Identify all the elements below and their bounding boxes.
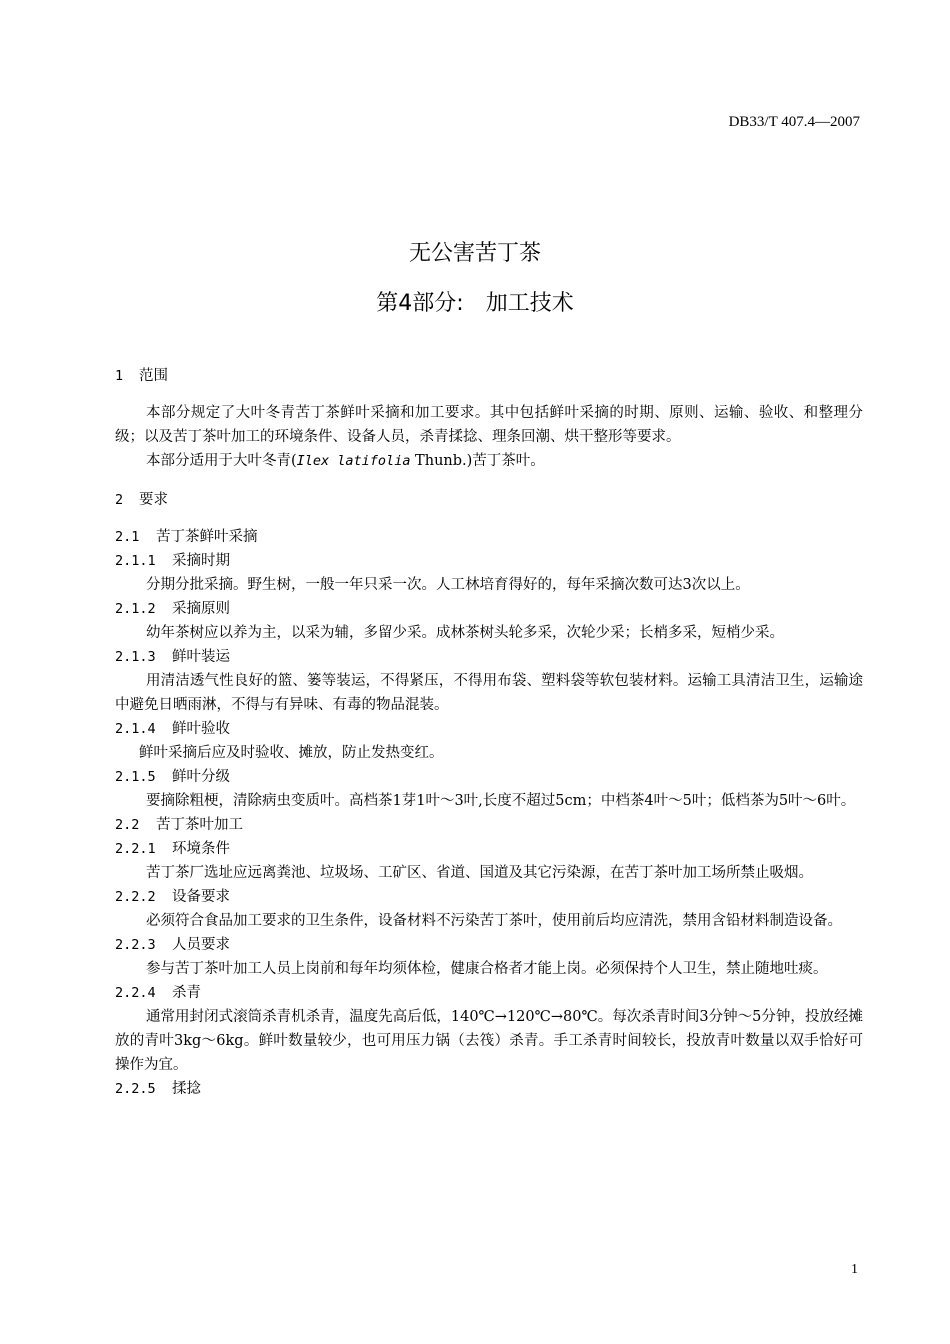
- document-body: [115, 364, 863, 1101]
- section-heading-2-2-1: [115, 837, 863, 861]
- section-heading-2-1-4: [115, 717, 863, 741]
- part-label: 第4部分:: [376, 291, 464, 316]
- section-heading-1: [115, 364, 863, 388]
- section-number: 2.2.1: [115, 841, 156, 857]
- section-title: 范围: [139, 368, 168, 384]
- body-paragraph: 通常用封闭式滚筒杀青机杀青，温度先高后低，140℃→120℃→80℃。每次杀青时间3分钟～5分钟，投放经摊放的青叶3kg～6kg。鲜叶数量较少，也可用压力锅（去筏）杀青。手工杀青时间较长，投放青叶数量以双手恰好可操作为宜。: [115, 1009, 863, 1073]
- section-heading-2-2-5: [115, 1077, 863, 1101]
- section-heading-2: [115, 488, 863, 512]
- section-number: 2.2.3: [115, 937, 156, 953]
- body-paragraph: 要摘除粗梗，清除病虫变质叶。高档茶1芽1叶～3叶,长度不超过5cm；中档茶4叶～5叶；低档茶为5叶～6叶。: [146, 793, 856, 809]
- section-number: 2.1.4: [115, 721, 156, 737]
- section-heading-2-2: [115, 813, 863, 837]
- body-paragraph: 分期分批采摘。野生树，一般一年只采一次。人工林培育得好的，每年采摘次数可达3次以上。: [146, 577, 750, 593]
- section-title: 苦丁茶鲜叶采摘: [156, 529, 258, 545]
- section-title: 环境条件: [172, 841, 230, 857]
- document-title: 无公害苦丁茶: [408, 241, 541, 266]
- section-number: 2.1: [115, 529, 140, 545]
- section-title: 鲜叶分级: [172, 769, 230, 785]
- section-heading-2-1-1: [115, 549, 863, 573]
- body-paragraph: 参与苦丁茶叶加工人员上岗前和每年均须体检，健康合格者才能上岗。必须保持个人卫生，禁止随地吐痰。: [146, 961, 828, 977]
- body-paragraph: 鲜叶采摘后应及时验收、摊放，防止发热变红。: [139, 745, 444, 761]
- section-number: 2.2: [115, 817, 140, 833]
- page-number: 1: [851, 1262, 858, 1277]
- body-paragraph: 幼年茶树应以养为主，以采为辅，多留少采。成林茶树头轮多采，次轮少采；长梢多采，短梢少采。: [146, 625, 784, 641]
- body-paragraph: 苦丁茶厂选址应远离粪池、垃圾场、工矿区、省道、国道及其它污染源，在苦丁茶叶加工场所禁止吸烟。: [146, 865, 813, 881]
- section-heading-2-2-4: [115, 981, 863, 1005]
- section-heading-2-1: [115, 525, 863, 549]
- section-title: 人员要求: [172, 937, 230, 953]
- standard-number: DB33/T 407.4—2007: [728, 114, 860, 130]
- section-number: 2.1.1: [115, 553, 156, 569]
- section-heading-2-1-2: [115, 597, 863, 621]
- section-number: 2.1.3: [115, 649, 156, 665]
- section-number: 2.2.2: [115, 889, 156, 905]
- section-title: 要求: [139, 492, 168, 508]
- scope-paragraph-1: 本部分规定了大叶冬青苦丁茶鲜叶采摘和加工要求。其中包括鲜叶采摘的时期、原则、运输、验收、和整理分级；以及苦丁茶叶加工的环境条件、设备人员，杀青揉捻、理条回潮、烘干整形等要求。: [115, 405, 863, 445]
- section-title: 采摘时期: [172, 553, 230, 569]
- scope-paragraph-2: 本部分适用于大叶冬青(Ilex latifolia Thunb.)苦丁茶叶。: [146, 453, 545, 469]
- section-heading-2-2-2: [115, 885, 863, 909]
- section-title: 杀青: [172, 985, 201, 1001]
- section-heading-2-2-3: [115, 933, 863, 957]
- section-number: 2.1.5: [115, 769, 156, 785]
- document-subtitle: [0, 286, 950, 317]
- section-title: 鲜叶装运: [172, 649, 230, 665]
- section-number: 2: [115, 492, 124, 508]
- section-title: 鲜叶验收: [172, 721, 230, 737]
- section-title: 苦丁茶叶加工: [156, 817, 243, 833]
- section-heading-2-1-5: [115, 765, 863, 789]
- section-title: 设备要求: [172, 889, 230, 905]
- section-number: 1: [115, 368, 124, 384]
- section-heading-2-1-3: [115, 645, 863, 669]
- body-paragraph: 用清洁透气性良好的篮、篓等装运，不得紧压，不得用布袋、塑料袋等软包装材料。运输工具清洁卫生，运输途中避免日晒雨淋，不得与有异味、有毒的物品混装。: [115, 673, 863, 713]
- section-number: 2.2.5: [115, 1081, 156, 1097]
- latin-name: Ilex latifolia: [296, 453, 411, 469]
- section-number: 2.2.4: [115, 985, 156, 1001]
- body-paragraph: 必须符合食品加工要求的卫生条件，设备材料不污染苦丁茶叶，使用前后均应清洗，禁用含铅材料制造设备。: [146, 913, 842, 929]
- section-title: 采摘原则: [172, 601, 230, 617]
- section-number: 2.1.2: [115, 601, 156, 617]
- part-name: 加工技术: [485, 291, 574, 316]
- section-title: 揉捻: [172, 1081, 201, 1097]
